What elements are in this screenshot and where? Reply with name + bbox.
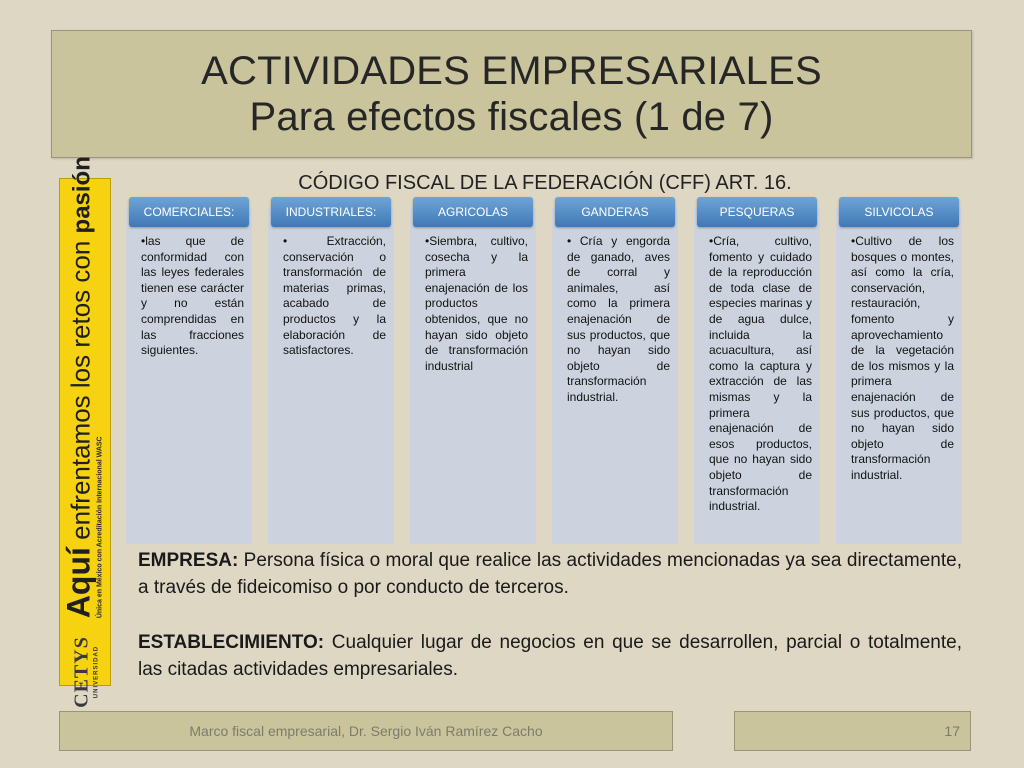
column-ganaderas [552,197,678,544]
column-agricolas [410,197,536,544]
cetys-logo: CETYS UNIVERSIDAD [70,636,100,708]
definition-term: ESTABLECIMIENTO: [138,632,325,653]
column-pesqueras [694,197,820,544]
definition-empresa [138,547,962,601]
column-text: •Cultivo de los bosques o montes, así como la cría, conservación, restauración, fomento y aprovechamiento de la vegetación de los mismos y la primera enajenación de sus productos, que no hayan sido objeto de transformación industrial. [851,234,954,482]
cetys-banner [59,156,111,708]
column-silvicolas [836,197,962,544]
footer-author: Marco fiscal empresarial, Dr. Sergio Iván Ramírez Cacho [59,711,673,751]
definition-text: Persona física o moral que realice las actividades mencionadas ya sea directamente, a través de fideicomiso o por conducto de terceros. [138,550,962,598]
column-text: •Cría, cultivo, fomento y cuidado de la reproducción de toda clase de especies marinas y de agua dulce, incluida la acuacultura, así como la captura y extracción de las mismas y la primera enajenación de esos productos, que no hayan sido objeto de transformación industrial. [709,234,812,514]
section-subtitle: CÓDIGO FISCAL DE LA FEDERACIÓN (CFF) ART. 16. [298,172,792,194]
column-header: COMERCIALES: [129,197,249,227]
footer-page-number: 17 [734,711,971,751]
definition-establecimiento [138,629,962,683]
column-header: SILVICOLAS [839,197,959,227]
column-text: • Extracción, conservación o transformación de materias primas, acabado de productos y la elaboración de satisfactores. [283,234,386,358]
column-industriales [268,197,394,544]
banner-accreditation: Única en México con Acreditación Internacional WASC [96,436,104,619]
column-header: INDUSTRIALES: [271,197,391,227]
slide-title: ACTIVIDADES EMPRESARIALES [201,49,822,93]
definition-text: Cualquier lugar de negocios en que se desarrollen, parcial o totalmente, las citadas actividades empresariales. [138,632,962,680]
definition-term: EMPRESA: [138,550,239,571]
slide-title-box [51,30,972,158]
column-text: • Cría y engorda de ganado, aves de corral y animales, así como la primera enajenación de sus productos, que no hayan sido objeto de transformación industrial. [567,234,670,404]
column-header: AGRICOLAS [413,197,533,227]
column-text: •las que de conformidad con las leyes federales tienen ese carácter y no están comprendidas en las fracciones siguientes. [141,234,244,358]
banner-slogan: Aquí enfrentamos los retos con pasión Única en México con Acreditación Internacional WASC [60,156,104,619]
slide-subtitle-line: Para efectos fiscales (1 de 7) [249,95,774,139]
column-comerciales [126,197,252,544]
column-text: •Siembra, cultivo, cosecha y la primera enajenación de los productos obtenidos, que no hayan sido objeto de transformación industrial [425,234,528,373]
column-header: PESQUERAS [697,197,817,227]
column-header: GANDERAS [555,197,675,227]
